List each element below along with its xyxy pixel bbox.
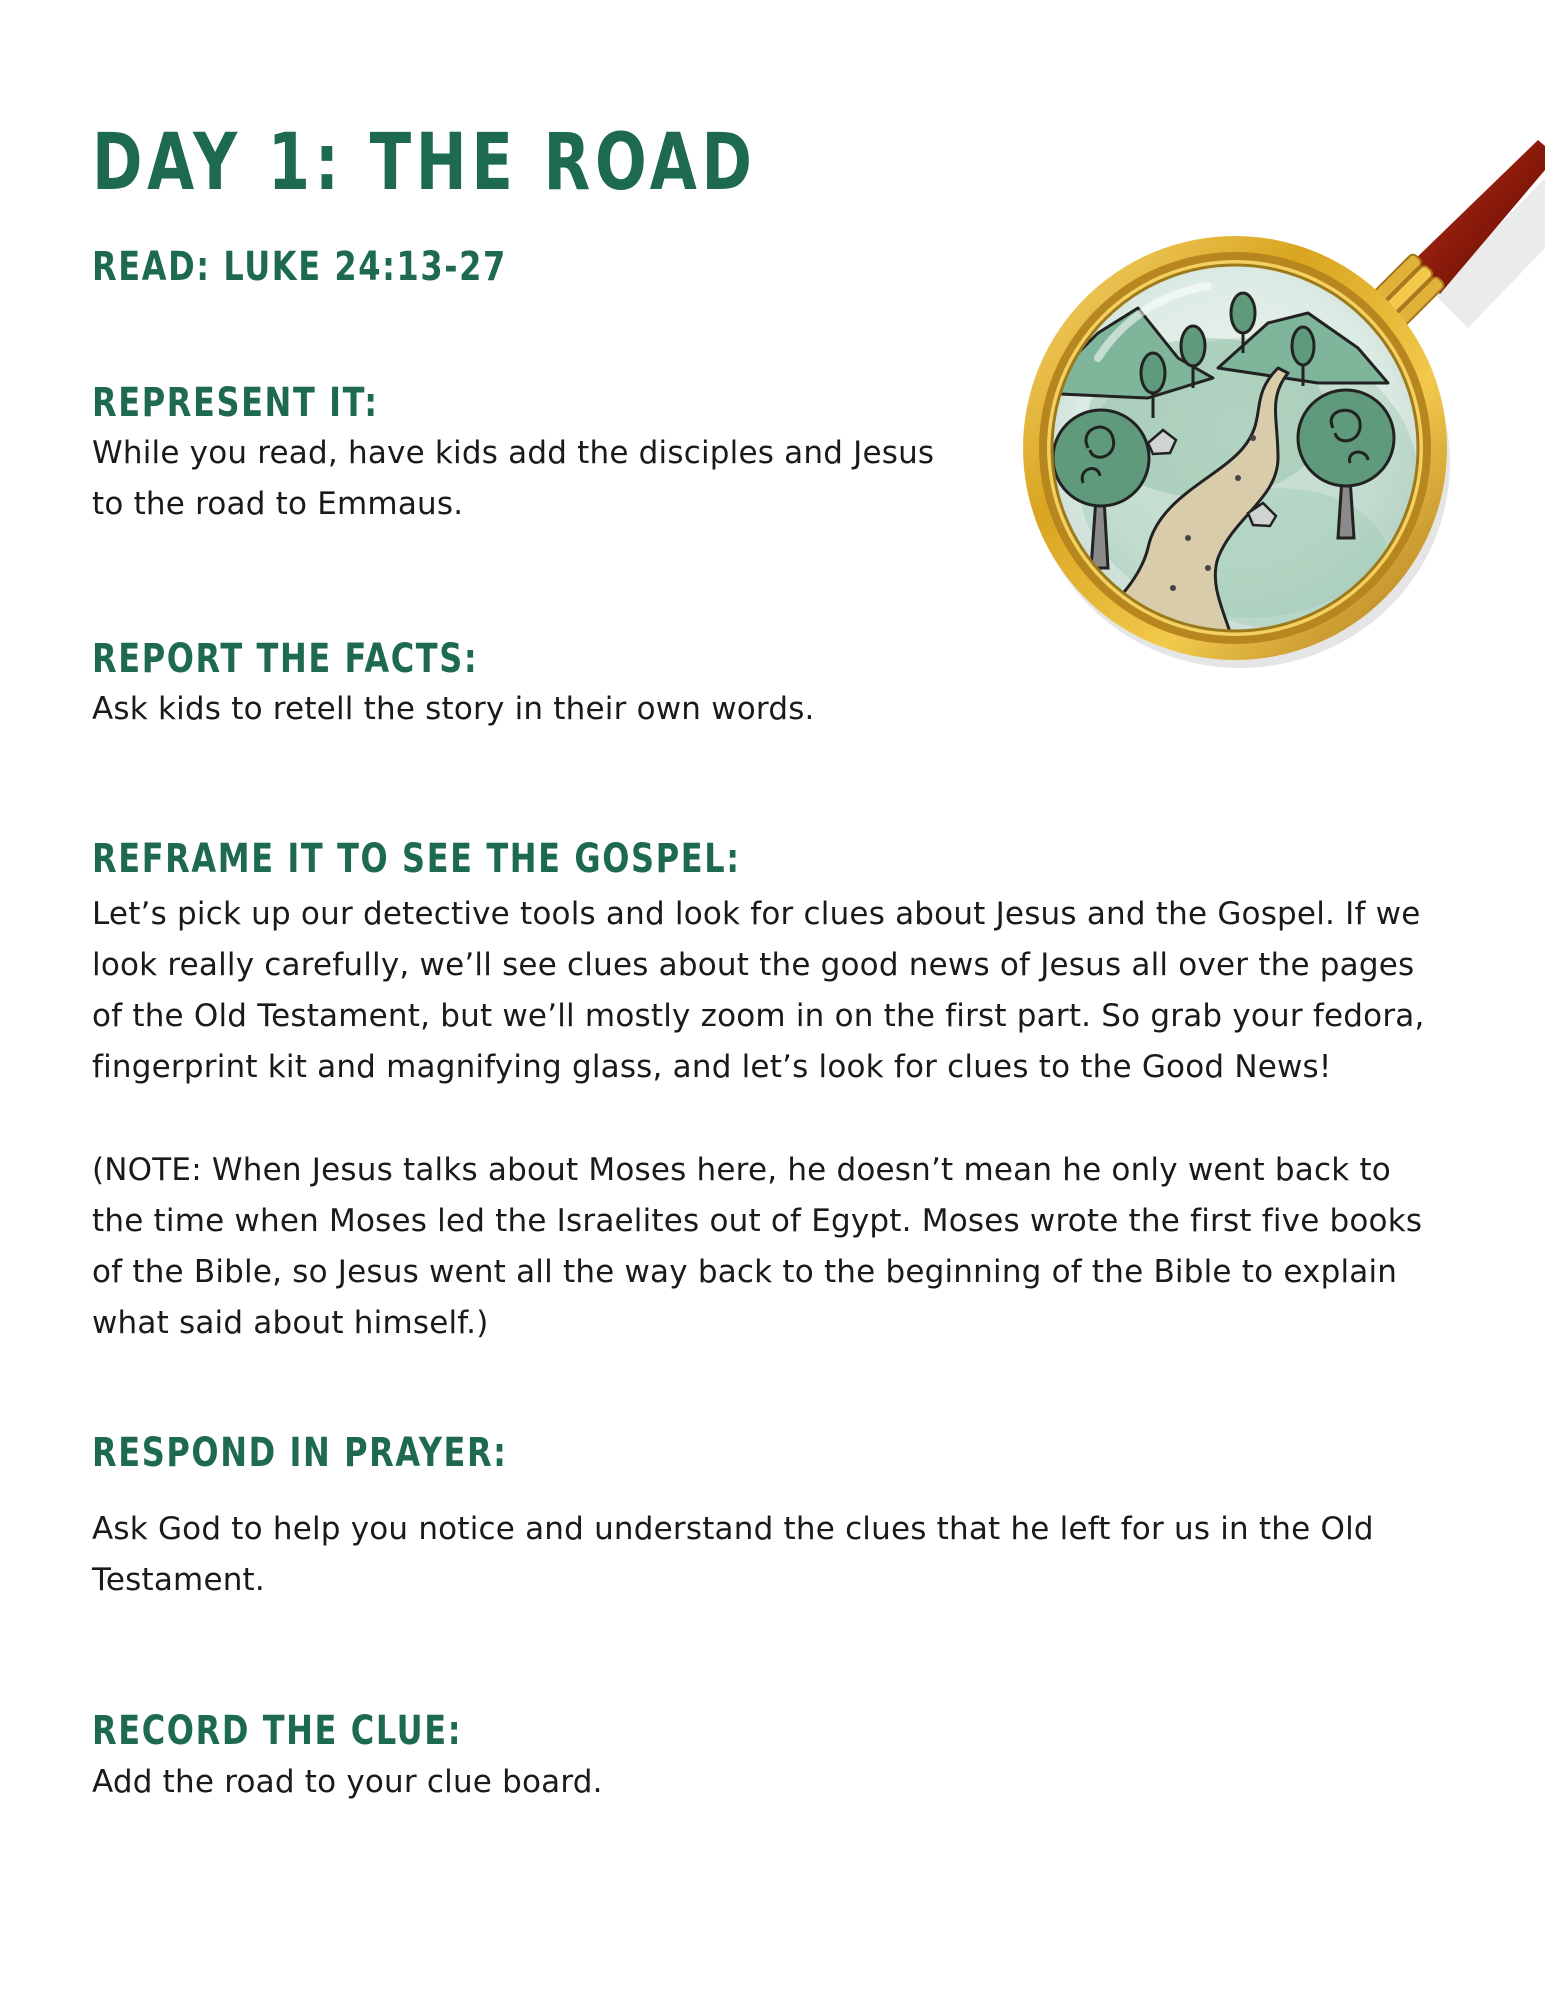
section-text-record: [92, 1757, 603, 1808]
section-note-reframe: [92, 1145, 1422, 1349]
text-line: Ask kids to retell the story in their own words.: [92, 691, 815, 727]
text-line: Testament.: [92, 1562, 265, 1598]
section-heading-report: REPORT THE FACTS:: [92, 636, 479, 682]
section-heading-represent: REPRESENT IT:: [92, 380, 379, 426]
text-line: fingerprint kit and magnifying glass, and let’s look for clues to the Good News!: [92, 1049, 1332, 1085]
section-text-report: [92, 684, 815, 735]
section-text-represent: [92, 428, 934, 530]
section-text-reframe: [92, 889, 1425, 1093]
section-heading-reframe: REFRAME IT TO SEE THE GOSPEL:: [92, 836, 741, 882]
text-line: the time when Moses led the Israelites out of Egypt. Moses wrote the first five books: [92, 1203, 1423, 1239]
text-line: what said about himself.): [92, 1305, 489, 1341]
text-line: to the road to Emmaus.: [92, 486, 464, 522]
text-line: look really carefully, we’ll see clues about the good news of Jesus all over the pages: [92, 947, 1415, 983]
section-heading-record: RECORD THE CLUE:: [92, 1708, 463, 1754]
text-line: of the Old Testament, but we’ll mostly zoom in on the first part. So grab your fedora,: [92, 998, 1425, 1034]
text-line: Let’s pick up our detective tools and look for clues about Jesus and the Gospel. If we: [92, 896, 1421, 932]
section-heading-respond: RESPOND IN PRAYER:: [92, 1430, 508, 1476]
page-title: DAY 1: THE ROAD: [92, 118, 757, 208]
text-line: Ask God to help you notice and understand the clues that he left for us in the Old: [92, 1511, 1374, 1547]
text-line: (NOTE: When Jesus talks about Moses here, he doesn’t mean he only went back to: [92, 1152, 1391, 1188]
section-text-respond: [92, 1504, 1374, 1606]
scripture-reference: READ: LUKE 24:13-27: [92, 244, 507, 290]
magnifying-glass-road-icon: [978, 118, 1545, 680]
text-line: While you read, have kids add the disciples and Jesus: [92, 435, 935, 471]
text-line: Add the road to your clue board.: [92, 1764, 603, 1800]
text-line: of the Bible, so Jesus went all the way back to the beginning of the Bible to explain: [92, 1254, 1398, 1290]
